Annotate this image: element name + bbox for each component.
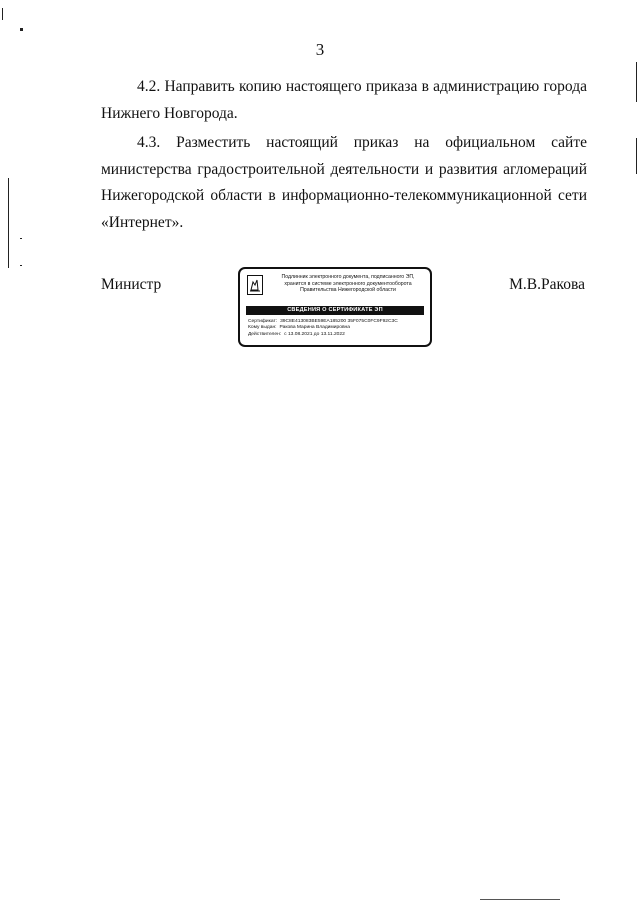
- electronic-signature-stamp: [238, 267, 432, 347]
- certificate-details: [248, 319, 428, 338]
- signatory-role: Министр: [101, 276, 162, 293]
- coat-of-arms-icon: [247, 275, 263, 295]
- validity-row: [248, 332, 428, 338]
- scan-mark: [20, 265, 22, 266]
- scan-mark: [636, 62, 637, 102]
- validity-key: Действителен:: [248, 331, 282, 337]
- issued-to-value: Ракова Марина Владимировна: [279, 325, 350, 331]
- scan-mark: [20, 28, 23, 31]
- certificate-info-bar: СВЕДЕНИЯ О СЕРТИФИКАТЕ ЭП: [246, 306, 424, 315]
- scan-mark: [636, 138, 637, 174]
- stamp-header-line: Подлинник электронного документа, подписанного ЭП,: [281, 274, 415, 280]
- stamp-header-line: хранится в системе электронного документооборота: [284, 280, 412, 287]
- page-number: 3: [315, 40, 325, 59]
- scan-mark: [20, 238, 22, 239]
- paragraph-4-2: 4.2. Направить копию настоящего приказа в администрацию города Нижнего Новгорода.: [101, 78, 587, 122]
- issued-to-key: Кому выдан:: [248, 325, 277, 331]
- scan-mark: [2, 8, 3, 20]
- paragraph-4-3: 4.3. Разместить настоящий приказ на официальном сайте министерства градостроительной деятельности и развития агломераций Нижегородской области в информационно-телекоммуникационной сети «Интернет».: [101, 134, 587, 231]
- signatory-name: М.В.Ракова: [509, 276, 585, 293]
- stamp-header-line: Правительства Нижегородской области: [300, 287, 396, 294]
- stamp-header: [266, 274, 430, 294]
- scan-mark: [480, 899, 560, 900]
- certificate-value: 39C8E413083BE59EA185200 35F075C0FC9F92C3C: [280, 319, 398, 324]
- validity-value: с 13.08.2021 до 13.11.2022: [284, 331, 345, 337]
- scan-mark: [8, 178, 9, 268]
- certificate-key: Сертификат:: [248, 319, 278, 324]
